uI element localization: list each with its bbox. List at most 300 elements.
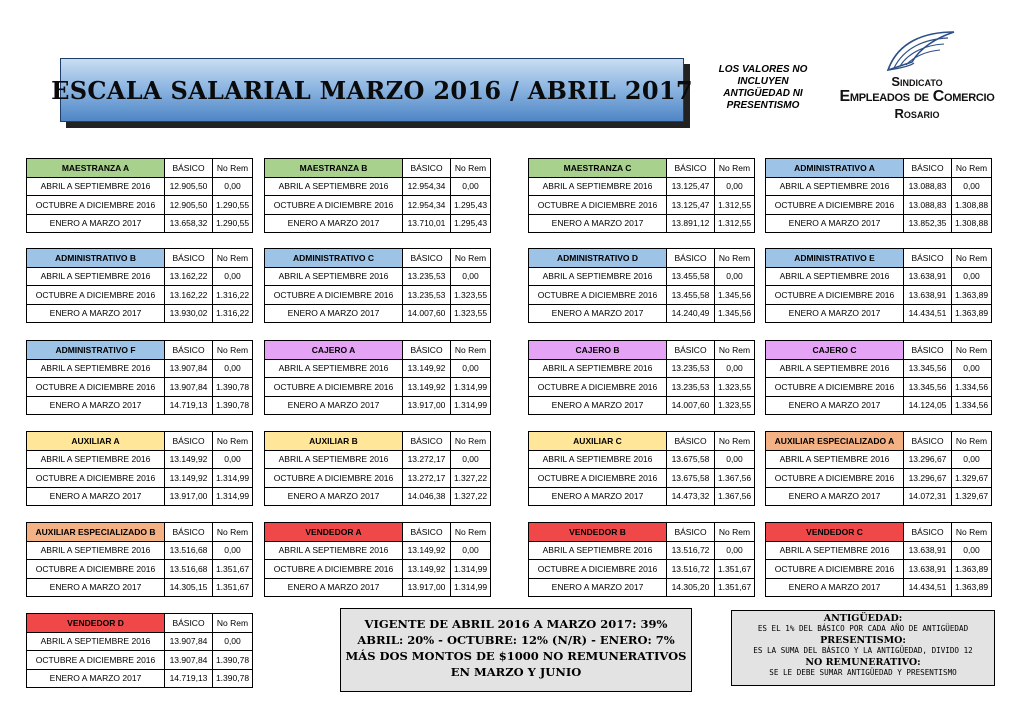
basico-cell: 13.516,72 xyxy=(667,560,715,579)
union-logo xyxy=(832,30,1002,130)
salary-table xyxy=(765,431,992,506)
basico-cell: 13.638,91 xyxy=(904,267,952,286)
norem-cell: 0,00 xyxy=(451,267,491,286)
table-row xyxy=(27,214,253,233)
period-cell: OCTUBRE A DICIEMBRE 2016 xyxy=(265,196,403,215)
norem-cell: 1.308,88 xyxy=(952,196,992,215)
norem-cell: 1.316,22 xyxy=(213,304,253,323)
norem-cell: 1.334,56 xyxy=(952,396,992,415)
category-name: VENDEDOR D xyxy=(27,614,165,633)
period-cell: ENERO A MARZO 2017 xyxy=(529,487,667,506)
basico-cell: 13.638,91 xyxy=(904,286,952,305)
period-cell: ENERO A MARZO 2017 xyxy=(766,578,904,597)
norem-cell: 0,00 xyxy=(451,177,491,196)
basico-cell: 13.088,83 xyxy=(904,196,952,215)
norem-cell: 0,00 xyxy=(715,267,755,286)
table-header-row xyxy=(27,249,253,268)
period-cell: OCTUBRE A DICIEMBRE 2016 xyxy=(766,286,904,305)
logo-line-1: Sindicato xyxy=(891,74,943,89)
period-cell: ABRIL A SEPTIEMBRE 2016 xyxy=(27,541,165,560)
salary-table xyxy=(26,431,253,506)
table-row xyxy=(766,396,992,415)
salary-table xyxy=(264,522,491,597)
basico-header: BÁSICO xyxy=(165,523,213,542)
period-cell: ENERO A MARZO 2017 xyxy=(27,578,165,597)
basico-cell: 13.638,91 xyxy=(904,541,952,560)
basico-cell: 13.149,92 xyxy=(403,378,451,397)
basico-cell: 13.235,53 xyxy=(667,359,715,378)
basico-cell: 13.235,53 xyxy=(403,286,451,305)
table-header-row xyxy=(529,341,755,360)
basico-header: BÁSICO xyxy=(904,341,952,360)
norem-cell: 0,00 xyxy=(213,632,253,651)
norem-cell: 0,00 xyxy=(213,450,253,469)
basico-cell: 13.149,92 xyxy=(403,541,451,560)
table-row xyxy=(27,396,253,415)
page-title: ESCALA SALARIAL MARZO 2016 / ABRIL 2017 xyxy=(51,75,693,105)
table-row xyxy=(265,304,491,323)
period-cell: ABRIL A SEPTIEMBRE 2016 xyxy=(529,450,667,469)
norem-cell: 1.390,78 xyxy=(213,651,253,670)
norem-cell: 1.367,56 xyxy=(715,487,755,506)
salary-table xyxy=(26,522,253,597)
basico-cell: 13.930,02 xyxy=(165,304,213,323)
table-row xyxy=(265,196,491,215)
basico-cell: 14.046,38 xyxy=(403,487,451,506)
period-cell: ABRIL A SEPTIEMBRE 2016 xyxy=(265,541,403,560)
table-row xyxy=(265,359,491,378)
table-row xyxy=(766,304,992,323)
table-header-row xyxy=(265,432,491,451)
norem-cell: 1.312,55 xyxy=(715,214,755,233)
table-row xyxy=(27,359,253,378)
period-cell: ABRIL A SEPTIEMBRE 2016 xyxy=(27,359,165,378)
norem-header: No Rem xyxy=(213,159,253,178)
category-name: MAESTRANZA A xyxy=(27,159,165,178)
table-row xyxy=(529,396,755,415)
period-cell: ABRIL A SEPTIEMBRE 2016 xyxy=(766,359,904,378)
basico-header: BÁSICO xyxy=(403,249,451,268)
basico-cell: 14.305,15 xyxy=(165,578,213,597)
table-row xyxy=(766,450,992,469)
basico-cell: 13.907,84 xyxy=(165,632,213,651)
category-name: MAESTRANZA B xyxy=(265,159,403,178)
category-name: CAJERO A xyxy=(265,341,403,360)
basico-cell: 13.162,22 xyxy=(165,286,213,305)
norem-cell: 1.363,89 xyxy=(952,304,992,323)
norem-header: No Rem xyxy=(715,432,755,451)
salary-table xyxy=(765,340,992,415)
period-cell: OCTUBRE A DICIEMBRE 2016 xyxy=(766,560,904,579)
table-row xyxy=(529,214,755,233)
period-cell: OCTUBRE A DICIEMBRE 2016 xyxy=(27,286,165,305)
norem-cell: 1.390,78 xyxy=(213,669,253,688)
norem-header: No Rem xyxy=(213,341,253,360)
table-row xyxy=(265,396,491,415)
table-header-row xyxy=(27,614,253,633)
norem-cell: 1.363,89 xyxy=(952,578,992,597)
category-name: CAJERO B xyxy=(529,341,667,360)
basico-header: BÁSICO xyxy=(667,523,715,542)
period-cell: OCTUBRE A DICIEMBRE 2016 xyxy=(265,469,403,488)
period-cell: ABRIL A SEPTIEMBRE 2016 xyxy=(27,450,165,469)
basico-cell: 13.675,58 xyxy=(667,450,715,469)
salary-table xyxy=(264,158,491,233)
norem-cell: 1.323,55 xyxy=(451,286,491,305)
basico-cell: 13.345,56 xyxy=(904,359,952,378)
salary-table xyxy=(264,431,491,506)
basico-header: BÁSICO xyxy=(403,432,451,451)
category-name: AUXILIAR A xyxy=(27,432,165,451)
table-row xyxy=(265,267,491,286)
table-row xyxy=(766,196,992,215)
table-row xyxy=(766,487,992,506)
table-row xyxy=(529,286,755,305)
norem-header: No Rem xyxy=(952,341,992,360)
table-row xyxy=(265,578,491,597)
period-cell: ABRIL A SEPTIEMBRE 2016 xyxy=(27,177,165,196)
basico-cell: 14.240,49 xyxy=(667,304,715,323)
table-row xyxy=(27,541,253,560)
basico-cell: 14.719,13 xyxy=(165,669,213,688)
basico-cell: 13.658,32 xyxy=(165,214,213,233)
table-row xyxy=(766,214,992,233)
basico-cell: 13.516,68 xyxy=(165,541,213,560)
basico-cell: 13.516,68 xyxy=(165,560,213,579)
basico-cell: 12.954,34 xyxy=(403,177,451,196)
basico-cell: 13.917,00 xyxy=(165,487,213,506)
basico-cell: 13.088,83 xyxy=(904,177,952,196)
period-cell: ENERO A MARZO 2017 xyxy=(766,214,904,233)
period-cell: OCTUBRE A DICIEMBRE 2016 xyxy=(766,196,904,215)
basico-cell: 13.638,91 xyxy=(904,560,952,579)
period-cell: ENERO A MARZO 2017 xyxy=(265,304,403,323)
table-row xyxy=(529,378,755,397)
period-cell: ENERO A MARZO 2017 xyxy=(529,214,667,233)
table-row xyxy=(529,487,755,506)
period-cell: OCTUBRE A DICIEMBRE 2016 xyxy=(27,651,165,670)
salary-table xyxy=(26,248,253,323)
table-row xyxy=(27,378,253,397)
table-row xyxy=(27,560,253,579)
table-row xyxy=(529,469,755,488)
basico-header: BÁSICO xyxy=(403,341,451,360)
vigencia-line-1: VIGENTE DE ABRIL 2016 A MARZO 2017: 39% xyxy=(364,617,668,631)
table-header-row xyxy=(529,249,755,268)
table-row xyxy=(766,378,992,397)
category-name: MAESTRANZA C xyxy=(529,159,667,178)
norem-header: No Rem xyxy=(213,523,253,542)
basico-cell: 13.455,58 xyxy=(667,286,715,305)
table-row xyxy=(27,304,253,323)
basico-cell: 13.162,22 xyxy=(165,267,213,286)
table-row xyxy=(265,487,491,506)
norem-header: No Rem xyxy=(451,523,491,542)
norem-cell: 1.290,55 xyxy=(213,196,253,215)
norem-cell: 1.323,55 xyxy=(451,304,491,323)
table-row xyxy=(766,359,992,378)
category-name: CAJERO C xyxy=(766,341,904,360)
norem-cell: 0,00 xyxy=(451,450,491,469)
basico-cell: 13.149,92 xyxy=(165,450,213,469)
period-cell: OCTUBRE A DICIEMBRE 2016 xyxy=(529,560,667,579)
table-row xyxy=(529,196,755,215)
basico-cell: 13.675,58 xyxy=(667,469,715,488)
table-row xyxy=(766,541,992,560)
table-row xyxy=(27,632,253,651)
norem-cell: 0,00 xyxy=(451,541,491,560)
norem-cell: 1.295,43 xyxy=(451,214,491,233)
basico-cell: 13.149,92 xyxy=(403,359,451,378)
basico-cell: 14.124,05 xyxy=(904,396,952,415)
basico-header: BÁSICO xyxy=(904,249,952,268)
norem-cell: 1.345,56 xyxy=(715,304,755,323)
table-row xyxy=(529,177,755,196)
period-cell: OCTUBRE A DICIEMBRE 2016 xyxy=(766,378,904,397)
norem-cell: 1.351,67 xyxy=(213,560,253,579)
period-cell: OCTUBRE A DICIEMBRE 2016 xyxy=(529,196,667,215)
period-cell: OCTUBRE A DICIEMBRE 2016 xyxy=(265,560,403,579)
basico-cell: 13.296,67 xyxy=(904,450,952,469)
table-row xyxy=(529,267,755,286)
table-row xyxy=(27,487,253,506)
vigencia-box xyxy=(340,608,692,692)
basico-header: BÁSICO xyxy=(403,159,451,178)
basico-cell: 13.125,47 xyxy=(667,196,715,215)
category-name: AUXILIAR ESPECIALIZADO A xyxy=(766,432,904,451)
table-row xyxy=(265,560,491,579)
antiguedad-text: ES EL 1% DEL BÁSICO POR CADA AÑO DE ANTIGÜEDAD xyxy=(757,624,969,633)
table-row xyxy=(766,177,992,196)
noremun-text: SE LE DEBE SUMAR ANTIGÜEDAD Y PRESENTISMO xyxy=(769,668,957,677)
table-row xyxy=(529,450,755,469)
norem-cell: 1.334,56 xyxy=(952,378,992,397)
salary-table xyxy=(528,431,755,506)
norem-cell: 1.290,55 xyxy=(213,214,253,233)
norem-header: No Rem xyxy=(952,523,992,542)
norem-cell: 0,00 xyxy=(715,359,755,378)
category-name: AUXILIAR B xyxy=(265,432,403,451)
norem-header: No Rem xyxy=(952,249,992,268)
norem-cell: 0,00 xyxy=(952,541,992,560)
category-name: ADMINISTRATIVO E xyxy=(766,249,904,268)
norem-header: No Rem xyxy=(213,614,253,633)
salary-table xyxy=(26,613,253,688)
table-row xyxy=(27,267,253,286)
period-cell: ENERO A MARZO 2017 xyxy=(265,578,403,597)
norem-cell: 1.314,99 xyxy=(213,487,253,506)
presentismo-text: ES LA SUMA DEL BÁSICO Y LA ANTIGÜEDAD, DIVIDO 12 xyxy=(753,646,973,655)
norem-cell: 1.390,78 xyxy=(213,396,253,415)
period-cell: ENERO A MARZO 2017 xyxy=(27,304,165,323)
basico-cell: 13.125,47 xyxy=(667,177,715,196)
norem-cell: 0,00 xyxy=(952,359,992,378)
period-cell: OCTUBRE A DICIEMBRE 2016 xyxy=(27,469,165,488)
table-header-row xyxy=(27,432,253,451)
basico-cell: 13.455,58 xyxy=(667,267,715,286)
table-row xyxy=(766,469,992,488)
vigencia-line-3: MÁS DOS MONTOS DE $1000 NO REMUNERATIVOS xyxy=(345,649,687,663)
salary-table xyxy=(528,248,755,323)
salary-table xyxy=(26,158,253,233)
table-header-row xyxy=(529,432,755,451)
period-cell: ENERO A MARZO 2017 xyxy=(766,396,904,415)
norem-header: No Rem xyxy=(451,159,491,178)
norem-cell: 1.314,99 xyxy=(213,469,253,488)
basico-cell: 12.905,50 xyxy=(165,177,213,196)
table-row xyxy=(265,286,491,305)
period-cell: ENERO A MARZO 2017 xyxy=(265,487,403,506)
salary-table xyxy=(765,522,992,597)
norem-cell: 0,00 xyxy=(213,177,253,196)
norem-cell: 0,00 xyxy=(715,177,755,196)
norem-header: No Rem xyxy=(451,341,491,360)
period-cell: ABRIL A SEPTIEMBRE 2016 xyxy=(529,359,667,378)
vigencia-line-2: ABRIL: 20% - OCTUBRE: 12% (N/R) - ENERO: 7% xyxy=(357,633,675,647)
norem-cell: 1.327,22 xyxy=(451,487,491,506)
table-row xyxy=(766,267,992,286)
basico-header: BÁSICO xyxy=(165,341,213,360)
norem-cell: 0,00 xyxy=(952,450,992,469)
basico-header: BÁSICO xyxy=(904,523,952,542)
period-cell: ENERO A MARZO 2017 xyxy=(27,396,165,415)
antiguedad-title: ANTIGÜEDAD: xyxy=(823,613,903,624)
norem-header: No Rem xyxy=(715,159,755,178)
norem-cell: 1.327,22 xyxy=(451,469,491,488)
table-row xyxy=(265,541,491,560)
period-cell: ABRIL A SEPTIEMBRE 2016 xyxy=(27,632,165,651)
period-cell: OCTUBRE A DICIEMBRE 2016 xyxy=(529,286,667,305)
norem-header: No Rem xyxy=(451,249,491,268)
table-row xyxy=(27,669,253,688)
basico-cell: 13.917,00 xyxy=(403,396,451,415)
period-cell: ABRIL A SEPTIEMBRE 2016 xyxy=(766,541,904,560)
basico-cell: 13.907,84 xyxy=(165,651,213,670)
period-cell: OCTUBRE A DICIEMBRE 2016 xyxy=(27,378,165,397)
table-row xyxy=(766,560,992,579)
basico-cell: 13.235,53 xyxy=(403,267,451,286)
norem-cell: 1.308,88 xyxy=(952,214,992,233)
norem-cell: 1.314,99 xyxy=(451,578,491,597)
basico-header: BÁSICO xyxy=(667,249,715,268)
period-cell: ABRIL A SEPTIEMBRE 2016 xyxy=(529,177,667,196)
table-header-row xyxy=(27,159,253,178)
wing-icon xyxy=(876,30,956,76)
category-name: AUXILIAR ESPECIALIZADO B xyxy=(27,523,165,542)
table-row xyxy=(529,304,755,323)
table-row xyxy=(766,286,992,305)
table-header-row xyxy=(766,159,992,178)
table-header-row xyxy=(529,523,755,542)
norem-cell: 1.314,99 xyxy=(451,396,491,415)
norem-header: No Rem xyxy=(952,432,992,451)
norem-cell: 1.295,43 xyxy=(451,196,491,215)
norem-cell: 1.351,67 xyxy=(715,578,755,597)
basico-cell: 14.305,20 xyxy=(667,578,715,597)
norem-cell: 1.312,55 xyxy=(715,196,755,215)
period-cell: ENERO A MARZO 2017 xyxy=(265,214,403,233)
norem-cell: 1.329,67 xyxy=(952,487,992,506)
category-name: VENDEDOR B xyxy=(529,523,667,542)
norem-header: No Rem xyxy=(451,432,491,451)
norem-header: No Rem xyxy=(715,523,755,542)
norem-cell: 1.329,67 xyxy=(952,469,992,488)
table-row xyxy=(27,651,253,670)
category-name: VENDEDOR C xyxy=(766,523,904,542)
table-row xyxy=(27,578,253,597)
presentismo-title: PRESENTISMO: xyxy=(820,635,906,646)
basico-cell: 13.907,84 xyxy=(165,378,213,397)
table-row xyxy=(27,286,253,305)
table-row xyxy=(265,469,491,488)
table-header-row xyxy=(265,249,491,268)
period-cell: ENERO A MARZO 2017 xyxy=(529,396,667,415)
norem-cell: 1.363,89 xyxy=(952,560,992,579)
table-row xyxy=(529,541,755,560)
page-title-box xyxy=(51,58,693,122)
period-cell: ENERO A MARZO 2017 xyxy=(529,304,667,323)
norem-cell: 1.323,55 xyxy=(715,396,755,415)
table-header-row xyxy=(265,341,491,360)
vigencia-line-4: EN MARZO Y JUNIO xyxy=(450,665,582,679)
category-name: ADMINISTRATIVO C xyxy=(265,249,403,268)
category-name: ADMINISTRATIVO A xyxy=(766,159,904,178)
salary-table xyxy=(528,158,755,233)
table-row xyxy=(265,177,491,196)
table-header-row xyxy=(265,159,491,178)
logo-line-2: Empleados de Comercio xyxy=(839,88,995,105)
period-cell: ENERO A MARZO 2017 xyxy=(27,487,165,506)
table-header-row xyxy=(766,432,992,451)
norem-cell: 0,00 xyxy=(451,359,491,378)
period-cell: ENERO A MARZO 2017 xyxy=(27,669,165,688)
period-cell: ABRIL A SEPTIEMBRE 2016 xyxy=(529,267,667,286)
table-header-row xyxy=(766,249,992,268)
basico-cell: 14.072,31 xyxy=(904,487,952,506)
period-cell: ABRIL A SEPTIEMBRE 2016 xyxy=(27,267,165,286)
basico-cell: 14.007,60 xyxy=(403,304,451,323)
table-header-row xyxy=(27,341,253,360)
period-cell: ABRIL A SEPTIEMBRE 2016 xyxy=(265,450,403,469)
norem-cell: 0,00 xyxy=(952,177,992,196)
norem-cell: 1.367,56 xyxy=(715,469,755,488)
norem-cell: 1.314,99 xyxy=(451,560,491,579)
period-cell: ABRIL A SEPTIEMBRE 2016 xyxy=(265,359,403,378)
norem-cell: 1.323,55 xyxy=(715,378,755,397)
salary-table xyxy=(26,340,253,415)
period-cell: ABRIL A SEPTIEMBRE 2016 xyxy=(766,450,904,469)
salary-table xyxy=(264,248,491,323)
norem-header: No Rem xyxy=(952,159,992,178)
values-note: LOS VALORES NO INCLUYEN ANTIGÜEDAD NI PRESENTISMO xyxy=(718,64,808,111)
basico-cell: 13.710,01 xyxy=(403,214,451,233)
table-row xyxy=(27,177,253,196)
logo-line-3: Rosario xyxy=(894,106,940,121)
salary-table xyxy=(765,248,992,323)
basico-header: BÁSICO xyxy=(667,341,715,360)
norem-header: No Rem xyxy=(715,249,755,268)
basico-header: BÁSICO xyxy=(904,432,952,451)
table-row xyxy=(27,469,253,488)
basico-cell: 13.891,12 xyxy=(667,214,715,233)
basico-cell: 12.905,50 xyxy=(165,196,213,215)
table-row xyxy=(265,450,491,469)
table-header-row xyxy=(265,523,491,542)
noremun-title: NO REMUNERATIVO: xyxy=(805,657,921,668)
norem-cell: 1.351,67 xyxy=(715,560,755,579)
table-header-row xyxy=(27,523,253,542)
period-cell: OCTUBRE A DICIEMBRE 2016 xyxy=(265,378,403,397)
